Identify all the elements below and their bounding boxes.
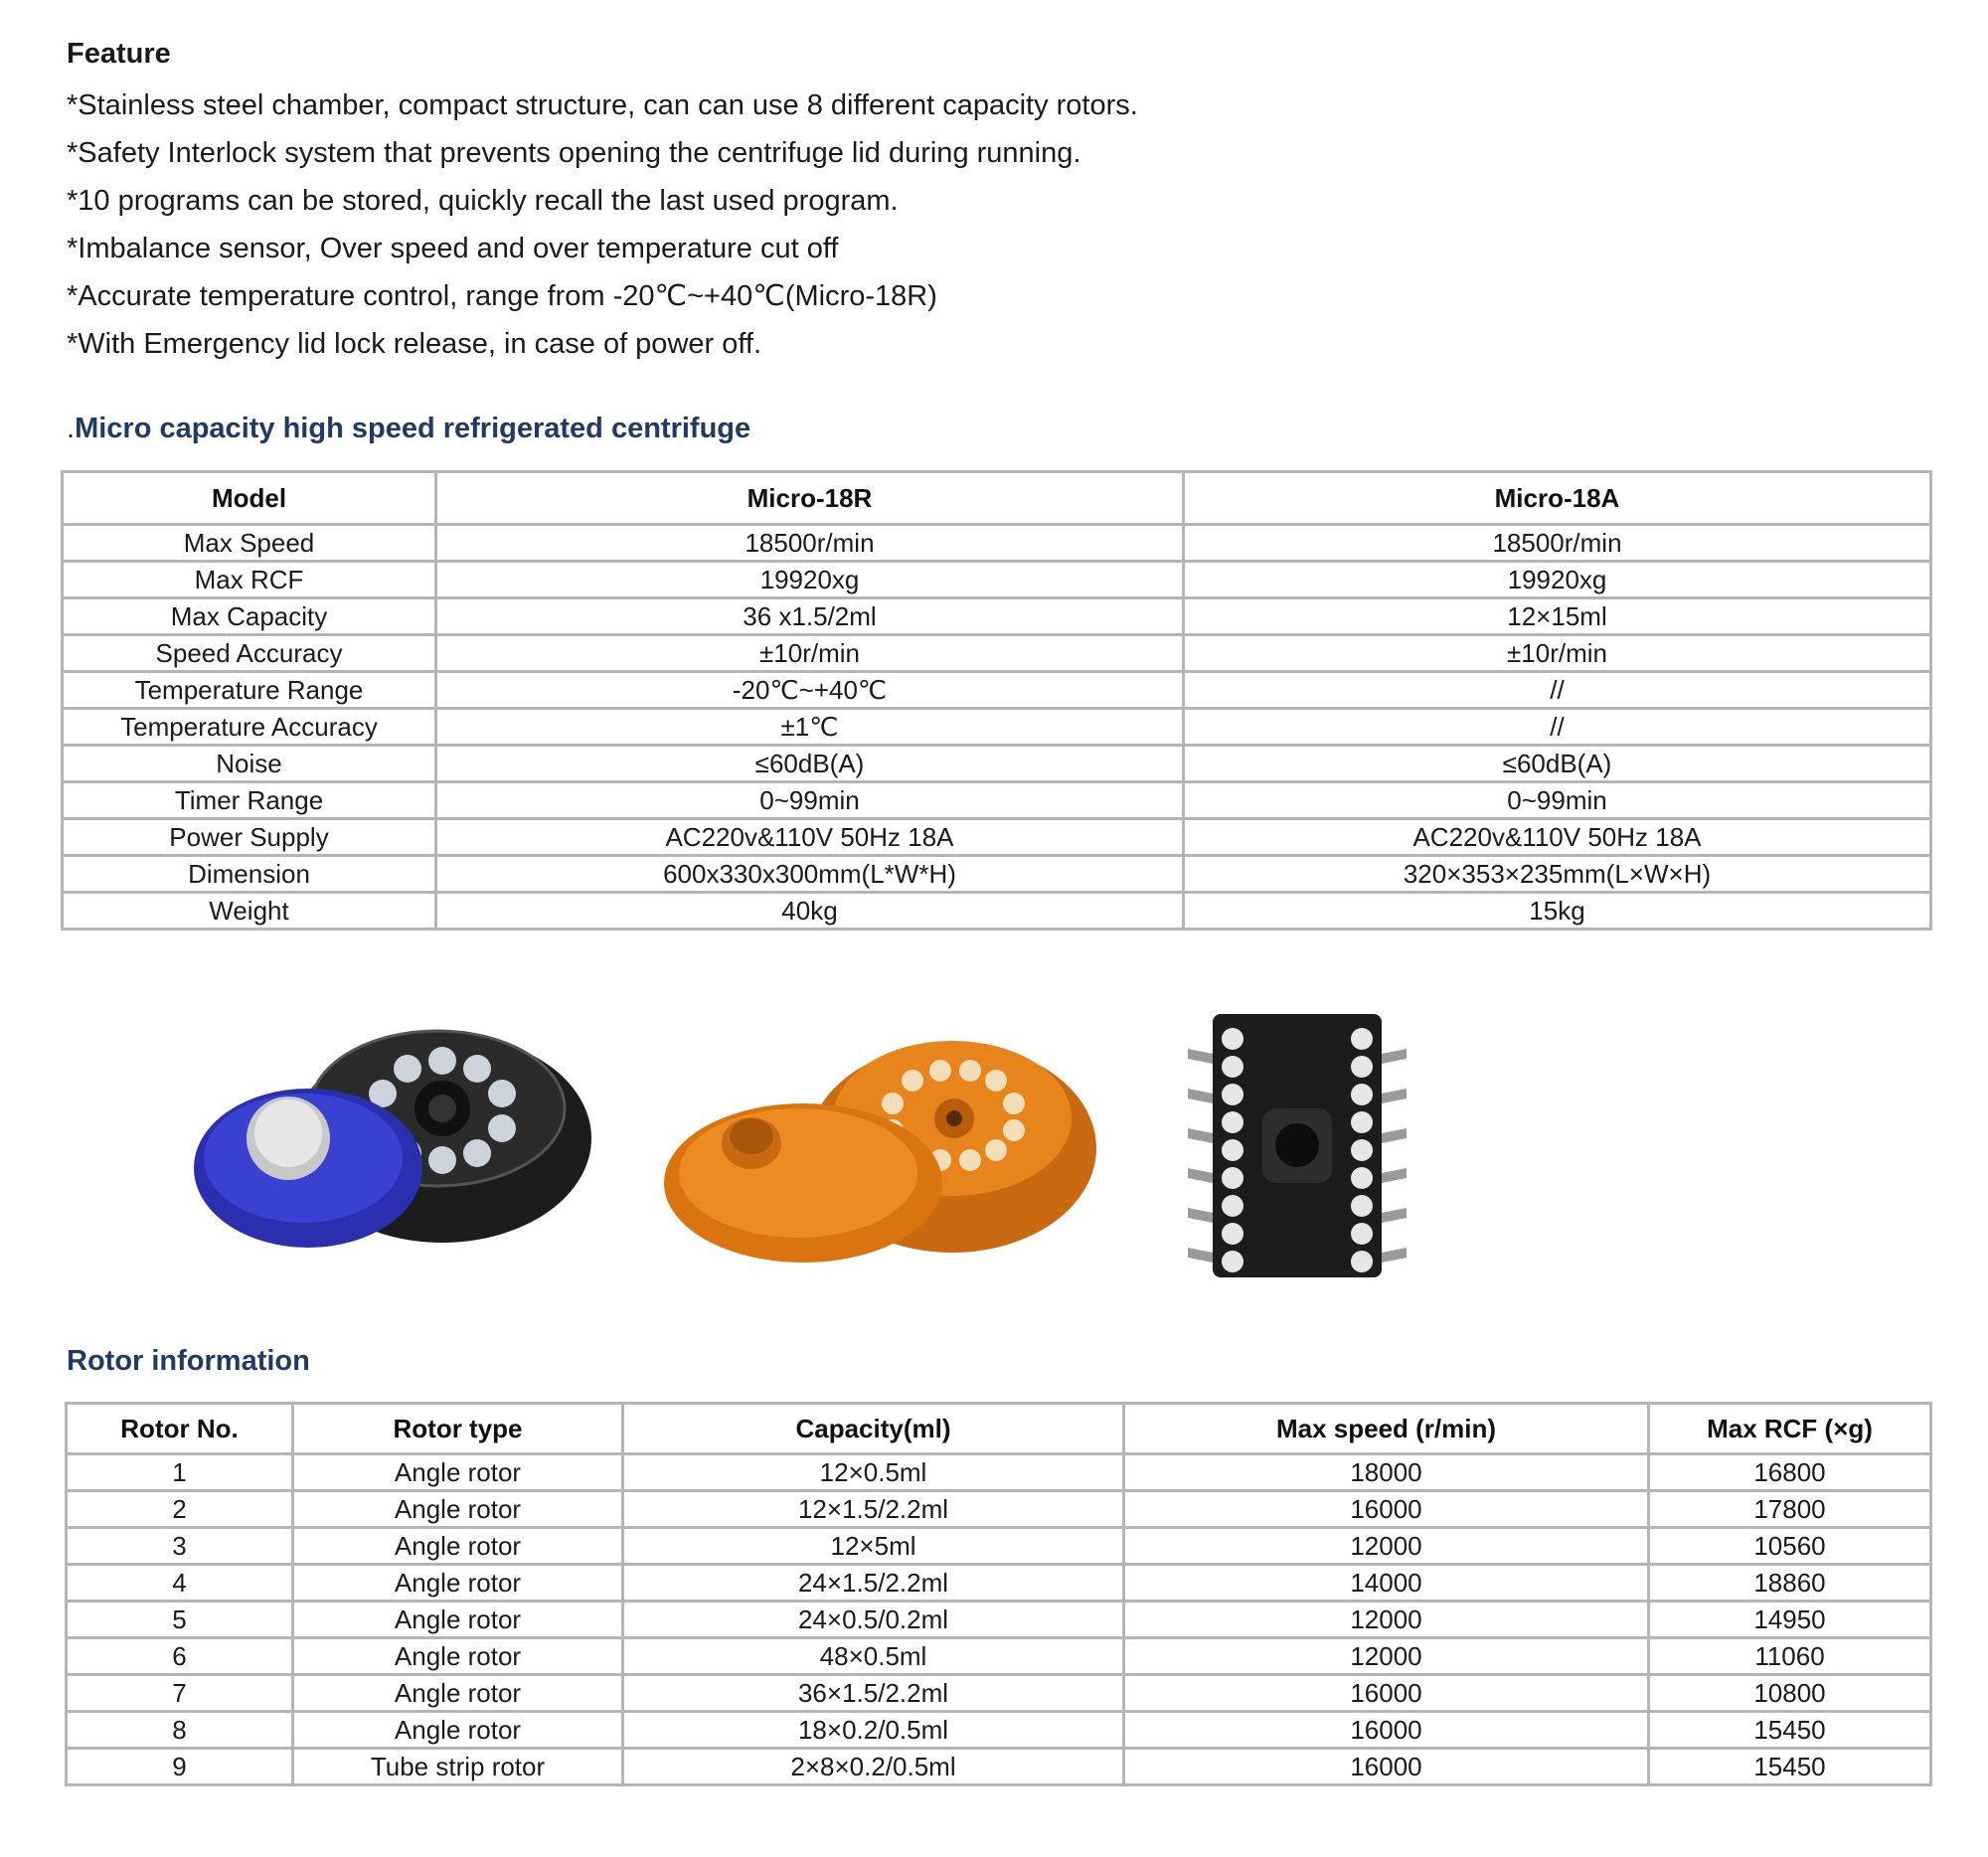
table-cell: ±10r/min <box>436 635 1184 672</box>
rotor-header-cell: Rotor No. <box>67 1404 293 1454</box>
table-cell: 14950 <box>1649 1602 1931 1638</box>
table-cell: 0~99min <box>436 782 1184 819</box>
spec-header-cell: Micro-18R <box>436 472 1184 525</box>
table-cell: Angle rotor <box>293 1491 623 1528</box>
table-cell: 6 <box>67 1638 293 1675</box>
table-cell: 24×0.5/0.2ml <box>623 1602 1124 1638</box>
blue-angle-rotor-photo <box>194 1009 591 1267</box>
table-cell: Weight <box>63 893 436 929</box>
table-cell: Angle rotor <box>293 1565 623 1602</box>
table-cell: 12000 <box>1124 1528 1649 1565</box>
table-cell: Dimension <box>63 856 436 893</box>
spec-header-cell: Model <box>63 472 436 525</box>
table-cell: Power Supply <box>63 819 436 856</box>
orange-angle-rotor-photo <box>664 1009 1101 1267</box>
table-cell: 36×1.5/2.2ml <box>623 1675 1124 1712</box>
table-cell: 15450 <box>1649 1712 1931 1749</box>
table-cell: 10800 <box>1649 1675 1931 1712</box>
table-cell: 19920xg <box>1184 562 1931 598</box>
table-cell: 19920xg <box>436 562 1184 598</box>
table-cell: 320×353×235mm(L×W×H) <box>1184 856 1931 893</box>
feature-section <box>67 34 1955 368</box>
table-cell: Tube strip rotor <box>293 1749 623 1785</box>
table-cell: 15450 <box>1649 1749 1931 1785</box>
table-cell: ±1℃ <box>436 709 1184 746</box>
table-cell: 12×5ml <box>623 1528 1124 1565</box>
table-cell: 4 <box>67 1565 293 1602</box>
table-cell: 16000 <box>1124 1749 1649 1785</box>
table-row <box>63 598 1931 635</box>
table-cell: Speed Accuracy <box>63 635 436 672</box>
table-cell: Noise <box>63 746 436 782</box>
feature-line: *Stainless steel chamber, compact structure, can can use 8 different capacity rotors. <box>67 89 1138 121</box>
table-cell: 7 <box>67 1675 293 1712</box>
table-cell: Temperature Accuracy <box>63 709 436 746</box>
table-cell: Angle rotor <box>293 1528 623 1565</box>
table-row <box>63 672 1931 709</box>
table-cell: Angle rotor <box>293 1712 623 1749</box>
table-cell: 600x330x300mm(L*W*H) <box>436 856 1184 893</box>
spec-section-title: .Micro capacity high speed refrigerated centrifuge <box>67 413 751 444</box>
table-cell: Max RCF <box>63 562 436 598</box>
table-cell: 14000 <box>1124 1565 1649 1602</box>
table-cell: 2 <box>67 1491 293 1528</box>
table-row <box>67 1454 1931 1491</box>
table-cell: ≤60dB(A) <box>436 746 1184 782</box>
spec-header-cell: Micro-18A <box>1184 472 1931 525</box>
table-cell: Angle rotor <box>293 1602 623 1638</box>
table-cell: 12000 <box>1124 1602 1649 1638</box>
table-cell: 1 <box>67 1454 293 1491</box>
table-cell: ≤60dB(A) <box>1184 746 1931 782</box>
table-cell: AC220v&110V 50Hz 18A <box>436 819 1184 856</box>
table-row <box>63 635 1931 672</box>
table-cell: 36 x1.5/2ml <box>436 598 1184 635</box>
table-cell: 18500r/min <box>1184 525 1931 562</box>
table-cell: 16000 <box>1124 1712 1649 1749</box>
table-row <box>63 746 1931 782</box>
table-cell: Max Speed <box>63 525 436 562</box>
table-cell: 48×0.5ml <box>623 1638 1124 1675</box>
feature-line: *Imbalance sensor, Over speed and over temperature cut off <box>67 233 839 264</box>
table-cell: 18×0.2/0.5ml <box>623 1712 1124 1749</box>
table-cell: 8 <box>67 1712 293 1749</box>
table-cell: 12×1.5/2.2ml <box>623 1491 1124 1528</box>
table-cell: 18860 <box>1649 1565 1931 1602</box>
table-cell: 0~99min <box>1184 782 1931 819</box>
table-cell: -20℃~+40℃ <box>436 672 1184 709</box>
feature-heading: Feature <box>67 38 171 70</box>
table-row <box>63 856 1931 893</box>
table-cell: Angle rotor <box>293 1638 623 1675</box>
table-cell: 40kg <box>436 893 1184 929</box>
table-row <box>67 1675 1931 1712</box>
table-cell: 16800 <box>1649 1454 1931 1491</box>
spec-header-row <box>63 472 1931 525</box>
table-cell: Angle rotor <box>293 1454 623 1491</box>
table-cell: 2×8×0.2/0.5ml <box>623 1749 1124 1785</box>
table-cell: 17800 <box>1649 1491 1931 1528</box>
table-cell: Temperature Range <box>63 672 436 709</box>
table-row <box>63 525 1931 562</box>
spec-table <box>61 470 1932 930</box>
table-cell: Timer Range <box>63 782 436 819</box>
table-row <box>67 1565 1931 1602</box>
table-cell: Max Capacity <box>63 598 436 635</box>
table-cell: ±10r/min <box>1184 635 1931 672</box>
table-row <box>67 1749 1931 1785</box>
table-row <box>67 1638 1931 1675</box>
table-cell: 18000 <box>1124 1454 1649 1491</box>
table-row <box>63 893 1931 929</box>
tube-strip-rotor-photo <box>1188 1009 1407 1282</box>
table-row <box>63 782 1931 819</box>
rotor-header-row <box>67 1404 1931 1454</box>
table-cell: 15kg <box>1184 893 1931 929</box>
feature-line: *With Emergency lid lock release, in case of power off. <box>67 328 762 360</box>
feature-line: *Safety Interlock system that prevents opening the centrifuge lid during running. <box>67 137 1081 169</box>
feature-line: *10 programs can be stored, quickly recall the last used program. <box>67 185 899 217</box>
table-row <box>67 1602 1931 1638</box>
feature-line: *Accurate temperature control, range from -20℃~+40℃(Micro-18R) <box>67 280 937 312</box>
rotor-table <box>65 1402 1932 1786</box>
table-row <box>67 1712 1931 1749</box>
table-row <box>67 1528 1931 1565</box>
table-cell: 9 <box>67 1749 293 1785</box>
table-cell: 5 <box>67 1602 293 1638</box>
table-cell: 12×0.5ml <box>623 1454 1124 1491</box>
rotor-header-cell: Capacity(ml) <box>623 1404 1124 1454</box>
table-cell: 16000 <box>1124 1675 1649 1712</box>
table-cell: 11060 <box>1649 1638 1931 1675</box>
table-cell: 12000 <box>1124 1638 1649 1675</box>
rotor-header-cell: Rotor type <box>293 1404 623 1454</box>
rotor-section-title: Rotor information <box>67 1345 310 1377</box>
table-row <box>63 819 1931 856</box>
table-row <box>63 709 1931 746</box>
rotor-header-cell: Max RCF (×g) <box>1649 1404 1931 1454</box>
table-row <box>63 562 1931 598</box>
rotor-header-cell: Max speed (r/min) <box>1124 1404 1649 1454</box>
table-row <box>67 1491 1931 1528</box>
table-cell: 3 <box>67 1528 293 1565</box>
table-cell: Angle rotor <box>293 1675 623 1712</box>
table-cell: // <box>1184 709 1931 746</box>
table-cell: 12×15ml <box>1184 598 1931 635</box>
table-cell: 18500r/min <box>436 525 1184 562</box>
table-cell: // <box>1184 672 1931 709</box>
table-cell: 10560 <box>1649 1528 1931 1565</box>
table-cell: AC220v&110V 50Hz 18A <box>1184 819 1931 856</box>
table-cell: 16000 <box>1124 1491 1649 1528</box>
table-cell: 24×1.5/2.2ml <box>623 1565 1124 1602</box>
